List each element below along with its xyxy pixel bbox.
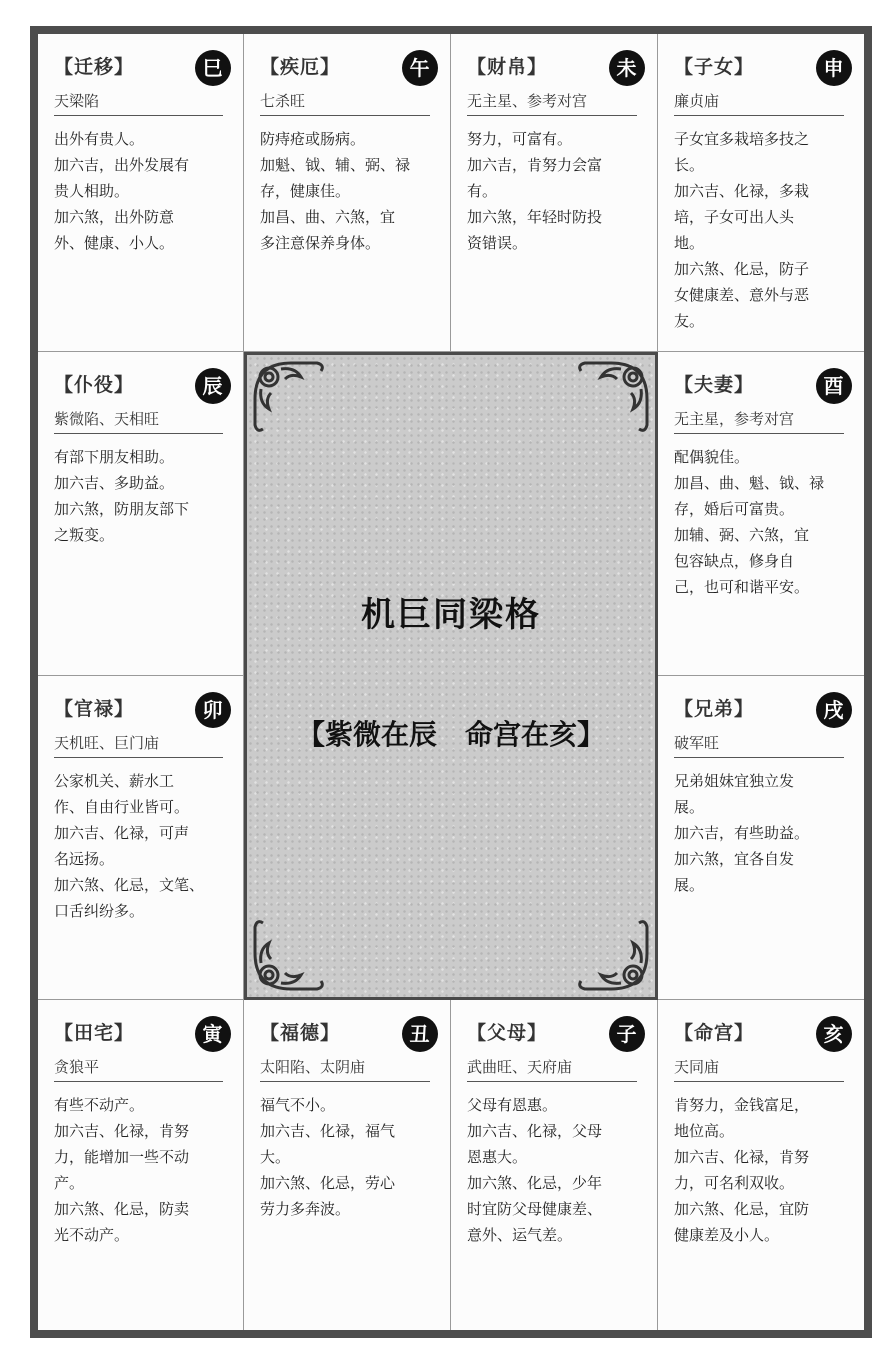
- branch-badge: 未: [609, 50, 645, 86]
- desc-line: 存，婚后可富贵。: [674, 500, 795, 518]
- desc-line: 健康差及小人。: [674, 1226, 780, 1244]
- desc-line: 公家机关、薪水工: [54, 772, 175, 790]
- desc-line: 有。: [467, 182, 498, 200]
- desc-line: 有些不动产。: [54, 1096, 145, 1114]
- desc-line: 展。: [674, 876, 705, 894]
- desc-line: 恩惠大。: [467, 1148, 528, 1166]
- desc-line: 加六煞，出外防意: [54, 208, 175, 226]
- desc-line: 加六煞、化忌，少年: [467, 1174, 603, 1192]
- palace-guanlu: [38, 676, 244, 1000]
- palace-stars: 七杀旺: [260, 84, 430, 116]
- palace-title: 【财帛】: [467, 56, 548, 78]
- desc-line: 产。: [54, 1174, 85, 1192]
- desc-line: 努力，可富有。: [467, 130, 573, 148]
- branch-badge: 午: [402, 50, 438, 86]
- palace-title: 【夫妻】: [674, 374, 755, 396]
- desc-line: 加六煞、化忌，文笔、: [54, 876, 205, 894]
- palace-stars: 天梁陷: [54, 84, 223, 116]
- desc-line: 加魁、钺、辅、弼、禄: [260, 156, 411, 174]
- desc-line: 防痔疮或肠病。: [260, 130, 366, 148]
- palace-stars: 破军旺: [674, 726, 844, 758]
- palace-description: [54, 126, 231, 256]
- palace-description: [260, 1092, 438, 1222]
- desc-line: 口舌纠纷多。: [54, 902, 145, 920]
- chart-frame: [30, 26, 872, 1338]
- desc-line: 子女宜多栽培多技之: [674, 130, 810, 148]
- palace-description: [54, 444, 231, 548]
- center-panel: [244, 352, 658, 1000]
- chart-grid: [38, 34, 864, 1330]
- desc-line: 展。: [674, 798, 705, 816]
- palace-stars: 武曲旺、天府庙: [467, 1050, 637, 1082]
- palace-description: [674, 1092, 852, 1248]
- desc-line: 光不动产。: [54, 1226, 130, 1244]
- desc-line: 加六煞、化忌，劳心: [260, 1174, 396, 1192]
- desc-line: 加六吉，肯努力会富: [467, 156, 603, 174]
- desc-line: 加六吉，有些助益。: [674, 824, 810, 842]
- palace-title: 【官禄】: [54, 698, 135, 720]
- desc-line: 贵人相助。: [54, 182, 130, 200]
- desc-line: 名远扬。: [54, 850, 115, 868]
- palace-stars: 紫微陷、天相旺: [54, 402, 223, 434]
- desc-line: 加六煞、化忌，防卖: [54, 1200, 190, 1218]
- desc-line: 友。: [674, 312, 705, 330]
- palace-qianyi: [38, 34, 244, 352]
- palace-description: [467, 1092, 645, 1248]
- desc-line: 加六吉、化禄，多栽: [674, 182, 810, 200]
- desc-line: 之叛变。: [54, 526, 115, 544]
- desc-line: 存，健康佳。: [260, 182, 351, 200]
- desc-line: 加六吉、化禄，福气: [260, 1122, 396, 1140]
- desc-line: 加六煞，宜各自发: [674, 850, 795, 868]
- desc-line: 加六吉、化禄，可声: [54, 824, 190, 842]
- palace-description: [54, 768, 231, 924]
- branch-badge: 丑: [402, 1016, 438, 1052]
- desc-line: 父母有恩惠。: [467, 1096, 558, 1114]
- desc-line: 有部下朋友相助。: [54, 448, 175, 466]
- palace-stars: 天机旺、巨门庙: [54, 726, 223, 758]
- desc-line: 时宜防父母健康差、: [467, 1200, 603, 1218]
- desc-line: 女健康差、意外与恶: [674, 286, 810, 304]
- palace-puyi: [38, 352, 244, 676]
- corner-ornament-icon: [251, 359, 331, 439]
- palace-fuqi: [658, 352, 864, 676]
- desc-line: 加六煞、化忌，防子: [674, 260, 810, 278]
- palace-fumu: [451, 1000, 658, 1330]
- desc-line: 力，可名利双收。: [674, 1174, 795, 1192]
- palace-fude: [244, 1000, 451, 1330]
- desc-line: 劳力多奔波。: [260, 1200, 351, 1218]
- palace-title: 【疾厄】: [260, 56, 341, 78]
- desc-line: 地。: [674, 234, 705, 252]
- desc-line: 加辅、弼、六煞，宜: [674, 526, 810, 544]
- palace-description: [674, 768, 852, 898]
- palace-title: 【子女】: [674, 56, 755, 78]
- desc-line: 培，子女可出人头: [674, 208, 795, 226]
- branch-badge: 戌: [816, 692, 852, 728]
- chart-subtitle: 【紫微在辰 命宫在亥】: [296, 718, 605, 751]
- palace-title: 【命宫】: [674, 1022, 755, 1044]
- palace-title: 【兄弟】: [674, 698, 755, 720]
- palace-stars: 无主星、参考对宫: [467, 84, 637, 116]
- corner-ornament-icon: [571, 359, 651, 439]
- palace-title: 【迁移】: [54, 56, 135, 78]
- desc-line: 长。: [674, 156, 705, 174]
- desc-line: 作、自由行业皆可。: [54, 798, 190, 816]
- desc-line: 多注意保养身体。: [260, 234, 381, 252]
- desc-line: 加昌、曲、魁、钺、禄: [674, 474, 825, 492]
- branch-badge: 申: [816, 50, 852, 86]
- branch-badge: 卯: [195, 692, 231, 728]
- palace-description: [54, 1092, 231, 1248]
- palace-stars: 天同庙: [674, 1050, 844, 1082]
- desc-line: 地位高。: [674, 1122, 735, 1140]
- desc-line: 加六吉、化禄，父母: [467, 1122, 603, 1140]
- desc-line: 意外、运气差。: [467, 1226, 573, 1244]
- desc-line: 己，也可和谐平安。: [674, 578, 810, 596]
- branch-badge: 酉: [816, 368, 852, 404]
- branch-badge: 巳: [195, 50, 231, 86]
- palace-caibo: [451, 34, 658, 352]
- palace-stars: 廉贞庙: [674, 84, 844, 116]
- palace-stars: 太阳陷、太阴庙: [260, 1050, 430, 1082]
- desc-line: 加六吉、化禄，肯努: [674, 1148, 810, 1166]
- branch-badge: 辰: [195, 368, 231, 404]
- desc-line: 包容缺点，修身自: [674, 552, 795, 570]
- palace-jie: [244, 34, 451, 352]
- desc-line: 配偶貌佳。: [674, 448, 750, 466]
- desc-line: 加六煞，年轻时防投: [467, 208, 603, 226]
- palace-stars: 无主星，参考对宫: [674, 402, 844, 434]
- desc-line: 出外有贵人。: [54, 130, 145, 148]
- desc-line: 力，能增加一些不动: [54, 1148, 190, 1166]
- palace-title: 【仆役】: [54, 374, 135, 396]
- desc-line: 加昌、曲、六煞，宜: [260, 208, 396, 226]
- desc-line: 资错误。: [467, 234, 528, 252]
- palace-title: 【父母】: [467, 1022, 548, 1044]
- desc-line: 加六煞、化忌，宜防: [674, 1200, 810, 1218]
- palace-title: 【福德】: [260, 1022, 341, 1044]
- palace-description: [674, 444, 852, 600]
- desc-line: 加六吉，出外发展有: [54, 156, 190, 174]
- branch-badge: 子: [609, 1016, 645, 1052]
- branch-badge: 亥: [816, 1016, 852, 1052]
- desc-line: 加六煞，防朋友部下: [54, 500, 190, 518]
- chart-title: 机巨同梁格: [361, 595, 541, 635]
- desc-line: 肯努力，金钱富足，: [674, 1096, 810, 1114]
- palace-xiongdi: [658, 676, 864, 1000]
- palace-description: [674, 126, 852, 334]
- palace-tianzhai: [38, 1000, 244, 1330]
- desc-line: 大。: [260, 1148, 291, 1166]
- corner-ornament-icon: [571, 913, 651, 993]
- desc-line: 加六吉、多助益。: [54, 474, 175, 492]
- desc-line: 外、健康、小人。: [54, 234, 175, 252]
- desc-line: 加六吉、化禄，肯努: [54, 1122, 190, 1140]
- palace-description: [260, 126, 438, 256]
- corner-ornament-icon: [251, 913, 331, 993]
- palace-description: [467, 126, 645, 256]
- palace-zinv: [658, 34, 864, 352]
- palace-title: 【田宅】: [54, 1022, 135, 1044]
- desc-line: 福气不小。: [260, 1096, 336, 1114]
- palace-stars: 贪狼平: [54, 1050, 223, 1082]
- palace-minggong: [658, 1000, 864, 1330]
- branch-badge: 寅: [195, 1016, 231, 1052]
- desc-line: 兄弟姐妹宜独立发: [674, 772, 795, 790]
